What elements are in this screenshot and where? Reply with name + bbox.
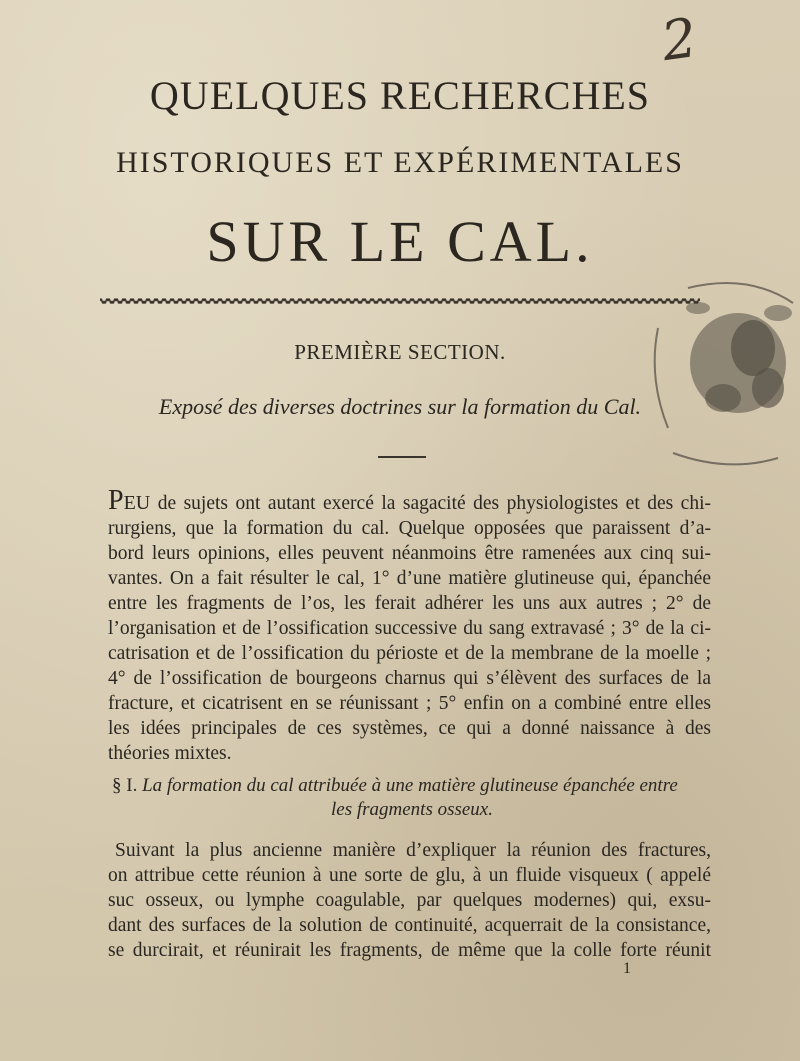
paragraph-line: entre les fragments de l’os, les ferait adhérer les uns aux autres ; 2° de [108, 593, 711, 614]
short-divider [378, 456, 426, 458]
library-stamp [628, 268, 800, 478]
section-heading [112, 774, 712, 822]
section-number: § I. [112, 775, 138, 796]
ornamental-wavy-rule [100, 296, 700, 306]
paragraph-line: 4° de l’ossification de bourgeons charnus qui s’élèvent des surfaces de la [108, 668, 711, 689]
paragraph-2 [108, 838, 711, 963]
paragraph-line [108, 485, 711, 516]
paragraph-line: les idées principales de ces systèmes, ce qui a donné naissance à des [108, 718, 711, 739]
section-heading-line-2: les fragments osseux. [330, 799, 493, 820]
paragraph-line: dant des surfaces de la solution de continuité, acquerrait de la consistance, [108, 915, 711, 936]
handwritten-page-number: 2 [657, 5, 701, 74]
section-heading-text: La formation du cal attribuée à une matière glutineuse épanchée entre [142, 775, 678, 796]
paragraph-line: on attribue cette réunion à une sorte de glu, à un fluide visqueux ( appelé [108, 865, 711, 886]
title-line-3: SUR LE CAL. [206, 209, 594, 274]
paragraph-1 [108, 485, 711, 766]
paragraph-line: l’organisation et de l’ossification successive du sang extravasé ; 3° de la ci- [108, 618, 711, 639]
paragraph-line: se durcirait, et réunirait les fragments, de même que la colle forte réunit [108, 940, 711, 961]
paragraph-line: vantes. On a fait résulter le cal, 1° d’une matière glutineuse qui, épanchée [108, 568, 711, 589]
section-title: PREMIÈRE SECTION. [294, 340, 506, 364]
paragraph-line: théories mixtes. [108, 743, 232, 764]
section-heading-line-1 [112, 774, 712, 798]
paragraph-line: suc osseux, ou lymphe coagulable, par quelques modernes) qui, exsu- [108, 890, 711, 911]
paragraph-line: rurgiens, que la formation du cal. Quelque opposées que paraissent d’a- [108, 518, 711, 539]
signature-mark: 1 [623, 960, 631, 977]
dropcap-word: Peu [108, 485, 151, 516]
line-text: de sujets ont autant exercé la sagacité des physiologistes et des chi- [150, 493, 711, 514]
section-subtitle: Exposé des diverses doctrines sur la formation du Cal. [158, 394, 642, 419]
paragraph-line: Suivant la plus ancienne manière d’expliquer la réunion des fractures, [115, 840, 711, 861]
title-line-2: HISTORIQUES ET EXPÉRIMENTALES [116, 146, 684, 179]
paragraph-line: catrisation et de l’ossification du périoste et de la membrane de la moelle ; [108, 643, 711, 664]
paragraph-line: bord leurs opinions, elles peuvent néanmoins être ramenées aux cinq sui- [108, 543, 711, 564]
title-line-1: QUELQUES RECHERCHES [149, 73, 651, 118]
paragraph-line: fracture, et cicatrisent en se réunissant ; 5° enfin on a combiné entre elles [108, 693, 711, 714]
